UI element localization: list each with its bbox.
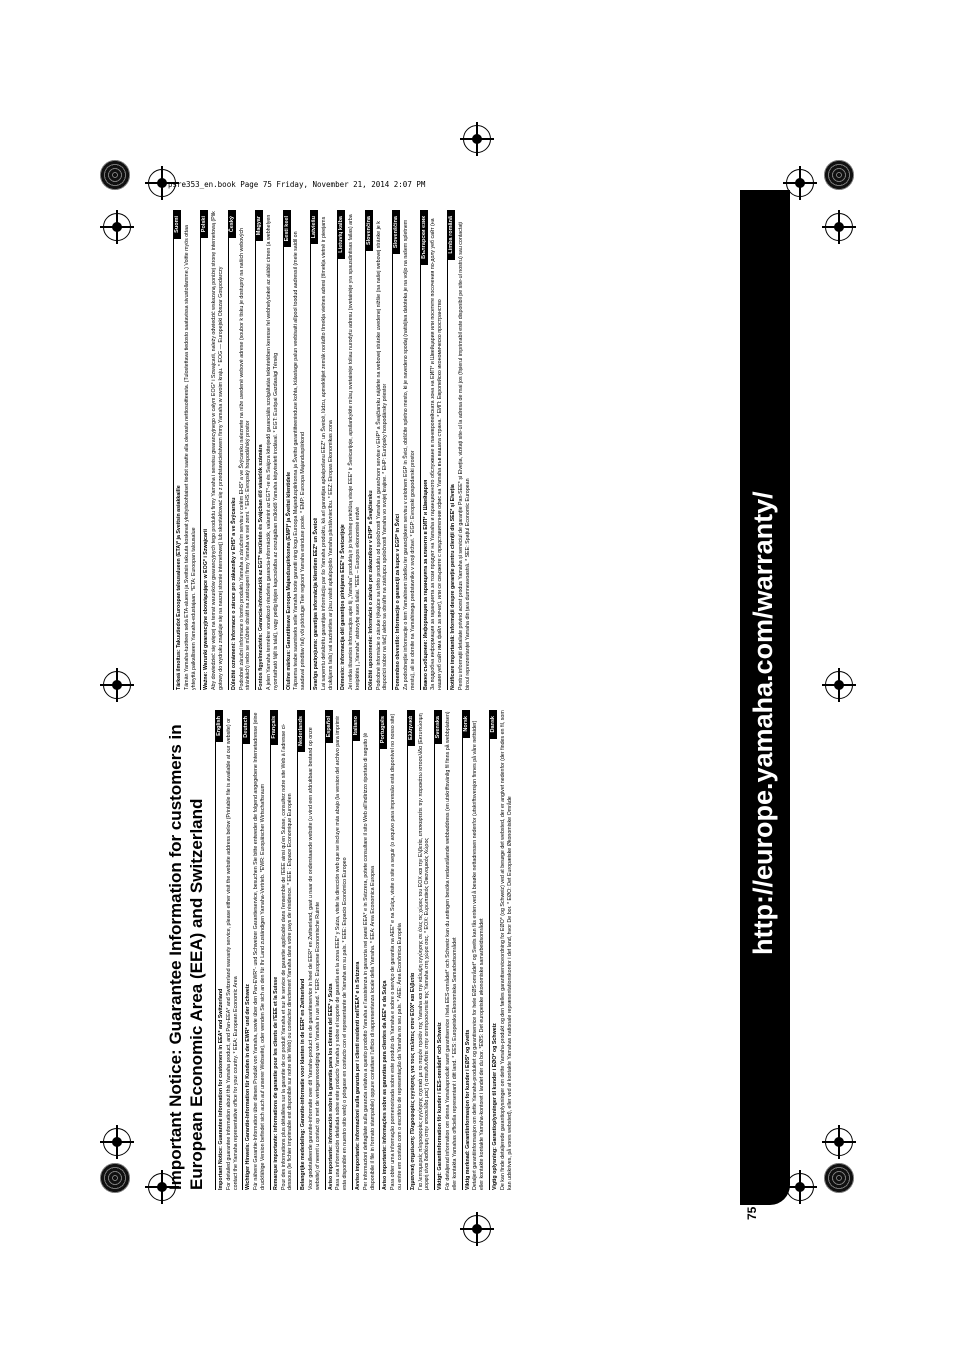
notice-section <box>310 210 337 690</box>
notice-section <box>255 210 282 690</box>
warranty-url[interactable]: http://europe.yamaha.com/warranty/ <box>748 491 778 955</box>
page-number: 75 <box>745 1206 759 1220</box>
registration-mark-top-center <box>460 122 494 156</box>
section-title: Aviso importante: información sobre la garantía para los clientes del EEE* y Suiza <box>327 983 334 1190</box>
section-title: Viktig merknad: Garantiinformasjon for kunder i EØS* og Sveits <box>464 1029 471 1190</box>
section-body: Pour des informations plus détaillées sur la garantie de ce produit Yamaha et sur le service de garantie applicable dans l'ensemble de l'EEE ainsi qu'en Suisse, consultez notre site Web à l'adresse ci-dessous (le fichier imprimable est disponible sur notre site Web) ou contactez directement Yamaha dans votre pays de résidence. * EEE : Espace Economique Européen <box>280 723 294 1190</box>
notice-section <box>489 710 516 1190</box>
language-tab: Dansk <box>489 710 497 739</box>
registration-mark-top-left-outer <box>100 210 134 244</box>
registration-mark-bottom-left-outer <box>100 1125 134 1159</box>
section-title: Fontos figyelmeztetés: Garancia-információk az EGT* területén és Svájcban élő vásárlók számára <box>258 444 265 690</box>
language-tab: Ελληνικά <box>407 710 415 746</box>
left-column <box>165 710 516 1190</box>
section-body: Lai saņemtu detalizētu garantijas informāciju par šo Yamaha produktu, kā arī garantijas apkalpošanu EEZ* un Šveicē, lūdzu, apmeklējiet zemāk norādīto tīmekļa vietnes adresi (tīmekļa vietnē ir pieejams drukājams fails) vai sazinieties ar jūsu valsti apkalpojošo Yamaha pārstāvniecību. * EEZ: Eiropas Ekonomikas zona <box>320 216 334 690</box>
section-body: Aby dowiedzieć się więcej na temat warunków gwarancyjnych tego produktu firmy Yamaha i serwisu gwarancyjnego w całym EOG* i Szwajcarii, należy odwiedzić wskazaną poniżej stronę internetową (Plik gotowy do wydruku znajduje się na naszej stronie internetowej) lub skontaktować się z przedstawicielstwem firmy Yamaha w swoim kraju. * EOG — Europejski Obszar Gospodarczy <box>211 211 224 690</box>
section-body: Para una información detallada sobre este producto Yamaha y sobre el soporte de garantía en la zona EEE* y Suiza, visite la dirección web que se incluye más abajo (la version del archivo para imprimir esta disponible en nuestro sitio web) o póngase en contacto con el representante de Yamaha en su país. * EEE: Espacio Económico Europeo <box>335 715 349 1190</box>
right-column <box>165 210 474 690</box>
registration-mark-right-middle <box>822 668 856 702</box>
language-tab: Slovenščina <box>392 210 400 254</box>
section-body: A jelen Yamaha termékre vonatkozó részletes garancia-információk, valamint az EGT*-re és Svájcra kiterjedő garanciális szolgáltatás tekintetében keresse fel webhelyünket az alábbi címen (a webhelyen nyomtatható fájlt is talál), vagy pedig lépjen kapcsolatba az országában működő Yamaha képviseleti irodával. * EGT: Európai Gazdasági Térség <box>265 214 279 690</box>
section-body: Täpsema teabe saamiseks selle Yamaha toote garantii ning kogu Euroopa Majanduspiirkonna ja Šveitsi garantiiteeninduse kohta, külastage palun veebisaiti allpool toodud aadressil (meie saidil on saadaval prinditav fail) või pöörduge Teie regiooni Yamaha esinduse poole. * EMP: Euroopa Majanduspiirkond <box>293 231 307 690</box>
language-tab: Italiano <box>352 710 360 741</box>
language-tab: Български език <box>420 210 428 265</box>
language-tab: Eesti keel <box>283 210 291 247</box>
section-title: Avviso importante: informazioni sulla garanzia per i clienti residenti nell'EEA* e in Svizzera <box>354 961 361 1190</box>
color-disc-bottom-left <box>100 1163 130 1193</box>
section-body: Per informazioni dettagliate sulla garanzia relativa a questo prodotto Yamaha e l'assistenza in garanzia nei paesi EEA* e in Svizzera, potete consultare il sito Web all'indirizzo riportato di seguito (è disponibile il file in formato stampabile) oppure contattare l'ufficio di rappresentanza locale della Yamaha. * EEA: Area Economica Europea <box>362 732 376 1190</box>
color-disc-top-right <box>824 160 854 190</box>
section-title: Dėmesio: informacija dėl garantijos pirkėjams EEE* ir Šveicarijoje <box>340 524 347 690</box>
registration-mark-top-right-outer <box>822 210 856 244</box>
section-body: Pentru informații detaliate privind acest produs Yamaha și serviciul de garanție Pan-SEE* și Elveția, vizitați site-ul la adresa de mai jos (fișierul imprimabil este disponibil pe site-ul nostru) sau contactați biroul reprezentanței Yamaha din țara dumneavoastră. * SEE: Spațiul Economic European <box>457 222 471 690</box>
notice-section <box>365 210 392 690</box>
left-sections <box>215 710 516 1190</box>
notice-section <box>420 210 447 690</box>
notice-section <box>379 710 406 1190</box>
section-title: Oluline märkus: Garantiiteave Euroopa Majanduspiirkonna (EMP)* ja Šveitsi klientidele <box>285 471 292 690</box>
section-title: Notificare importantă: Informații despre garanție pentru clienții din SEE* și Elveția <box>449 484 456 690</box>
section-title: Pomembno obvestilo: Informacije o garanciji za kupce v EGP* in Švici <box>395 513 402 690</box>
notice-section <box>407 710 434 1190</box>
book-header-line: psre353_en.book Page 75 Friday, November 21, 2014 2:07 PM <box>168 180 426 189</box>
notice-section <box>434 710 461 1190</box>
notice-section <box>173 210 200 690</box>
language-tab: Deutsch <box>242 710 250 744</box>
language-tab: Norsk <box>462 710 470 738</box>
notice-section <box>352 710 379 1190</box>
notice-section <box>337 210 364 690</box>
section-title: Tärkeä ilmoitus: Takuutiedot Euroopan talousalueen (ETA)* ja Sveitsin asiakkaille <box>176 485 182 690</box>
section-title: Dôležité upozornenie: Informácie o záruke pre zákazníkov v EHP* a Švajčiarsku <box>367 490 374 690</box>
section-body: Za podrobnejše informacije o tem Yamahinem izdelku ter garancijskem servisu v celotnem EGP in Švici, obiščite spletno mesto, ki je navedeno spodaj (natisljiva datoteka je na voljo na našem spletnem mestu), ali se obrnite na Yamahinega predstavnika v svoji državi. * EGP: Evropski gospodarski prostor <box>402 219 416 690</box>
notice-section <box>270 710 297 1190</box>
section-title: Remarque importante: informations de garantie pour les clients de l'EEE et la Suisse <box>272 976 279 1190</box>
section-title: Aviso importante: informações sobre as garantias para clientes da AEE* e da Suíça <box>382 980 389 1190</box>
notice-section <box>297 710 324 1190</box>
section-body: For detailed guarantee information about this Yamaha product, and Pan-EEA* and Switzerland warranty service, please either visit the website address below (Printable file is available at our website) or contact the Yamaha representative office for your country. * EEA: European Economic Area <box>225 718 239 1190</box>
language-tab: Lietuvių kalba <box>337 210 345 259</box>
section-title: Viktigt: Garantiinformation för kunder i EES-området* och Schweiz <box>437 1022 444 1190</box>
section-title: Svarīgs paziņojums: garantijas informācija klientiem EEZ* un Šveicē <box>312 517 319 690</box>
section-title: Vigtig oplysning: Garantioplysninger til kunder i EØO* og Schweiz <box>491 1023 498 1190</box>
language-tab: Svenska <box>434 710 442 744</box>
section-body: Για λεπτομερείς πληροφορίες εγγύησης σχετικά με το παρόν προϊόν της Yamaha και την κάλυψη εγγύησης σε όλες τις χώρες του ΕΟΧ και την Ελβετία, επισκεφτείτε την παρακάτω ιστοσελίδα (Εκτυπώσιμη μορφή είναι διαθέσιμη στην ιστοσελίδα μας) ή απευθυνθείτε στην αντιπροσωπεία της Yamaha στη χώρα σας. * ΕΟΧ: Ευρωπαϊκός Οικονομικός Χώρος <box>417 713 431 1190</box>
section-title: Important Notice: Guarantee information for customers in EEA* and Switzerland <box>218 988 224 1190</box>
language-tab: Latviešu <box>310 210 318 244</box>
section-body: Podrobné informácie o záruke týkajúce sa tohto produktu od spoločnosti Yamaha a garančnom servise v EHP* a Švajčiarsku nájdete na webovej stránke uvedenej nižšie (na našej webovej stránke je k dispozícii súbor na tlač) alebo sa obráťte na zástupcu spoločnosti Yamaha vo svojej krajine. * EHP: Európsky hospodársky priestor <box>375 221 389 690</box>
section-body: Detaljert garantiinformasjon om dette Yamaha-produktet og garantiservice for hele EØS-området* og Sveits kan fås enten ved å besøke nettadressen nedenfor (utskriftsversjon finnes på våre nettsider) eller kontakte kontakte Yamaha-kontoret i landet der du bor. *EØS: Det europeiske økonomiske samarbeidsområdet <box>472 720 486 1190</box>
section-title: Важно съобщение: Информация за гаранцията за клиенти в ЕИП* и Швейцария <box>422 479 429 690</box>
notice-section <box>242 710 269 1190</box>
section-body: Für nähere Garantie-Information über dieses Produkt von Yamaha, sowie über den Pan-EWR*- und Schweizer Garantieservice, besuchen Sie bitte entweder die folgend angegebene Internetadresse (eine druckfähige Version befindet sich auch auf unserer Webseite), oder wenden Sie sich an den für Ihr Land zuständigen Yamaha-Vertrieb. *EWR: Europäischer Wirtschaftsraum <box>253 712 266 1190</box>
section-title: Belangrijke mededeling: Garantie-informatie voor klanten in de EER* en Zwitserland <box>300 978 307 1190</box>
notice-section <box>462 710 489 1190</box>
section-body: Podrobné záruční informace o tomto produktu Yamaha a záručním servisu v celém EHS* a ve Švýcarsku naleznete na níže uvedené webové adrese (soubor k tisku je dostupný na našich webových stránkách) nebo se můžete obrátit na zastoupení firmy Yamaha ve své zemi. * EHS: Evropský hospodářský prostor <box>238 227 252 690</box>
language-tab: Español <box>325 710 333 743</box>
section-body: Voor gedetailleerde garantie-informatie over dit Yamaha-product en de garantieservice in heel de EER* en Zwitserland, gaat u naar de onderstaande website (u vind een afdrukbaar bestand op onze website) of neemt u contact op met de vertegenwoordiging van Yamaha in uw land. * EER: Europese Economische Ruimte <box>307 727 321 1190</box>
section-body: Tämän Yamaha-tuotteen sekä ETA-alueen ja Sveitsin takuuta koskevat yksityiskohtaiset tiedot saatte alla olevasta nettiosoitteesta. (Tulostettava tiedosto saatavissa sivustollamme.) Voitte myös ottaa yhteyttä paikalliseen Yamaha-edustajaan. *ETA: Euroopan talousalue <box>183 225 197 690</box>
language-tab: Nederlands <box>297 710 305 752</box>
language-tab: Limba română <box>447 210 455 260</box>
language-tab: Polski <box>200 210 208 238</box>
notice-section <box>447 210 474 690</box>
section-title: Důležité oznámení: Informace o záruce pro zákazníky v EHS* a ve Švýcarsku <box>230 497 237 690</box>
section-body: Para obter uma informação pormenorizada sobre este produto da Yamaha e sobre o serviço de garantia na AEE* e na Suíça, visite o site a seguir (o arquivo para impressão está disponível no nosso site) ou entre em contato com o escritório de representação da Yamaha no seu país. * AEE: Área Econômica Européia <box>390 713 403 1190</box>
section-title: Ważne: Warunki gwarancyjne obowiązujące w EOG* i Szwajcarii <box>203 529 210 690</box>
section-body: För detaljerad information om denna Yamahaprodukt samt garantiservice i hela EES-området* och Schweiz kan du antingen besöka nedanstående webbaddress (en utskriftsvänlig fil finns på webbplatsen) eller kontakta Yamahas officiella representant i ditt land. * EES: Europeiska Ekonomiska Samarbetsområdet <box>444 711 458 1190</box>
url-label: URL_4 <box>747 1168 754 1190</box>
notice-section <box>200 210 227 690</box>
notice-section <box>325 710 352 1190</box>
language-tab: Suomi <box>173 210 181 239</box>
section-title: Σημαντική σημείωση: Πληροφορίες εγγύησης για τους πελάτες στον ΕΟΧ* και Ελβετία <box>409 972 416 1190</box>
language-tab: Český <box>228 210 236 238</box>
notice-section <box>228 210 255 690</box>
notice-section <box>283 210 310 690</box>
registration-mark-left-middle <box>100 668 134 702</box>
color-disc-bottom-right <box>824 1163 854 1193</box>
section-body: За подробна информация за гаранцията за този продукт на Yamaha и гаранционното обслужване в паневропейската зона на ЕИП* и Швейцария или посетете посочения по-долу уеб сайт (на нашия уеб сайт има файл за печат), или се свържете с представителния офис на Yamaha във вашата страна. * ЕИП: Европейско икономическо пространство <box>430 218 444 690</box>
notice-section <box>392 210 419 690</box>
rotated-page-content <box>165 190 815 1220</box>
url-banner <box>740 190 790 1205</box>
page-title: Important Notice: Guarantee Information for customers in European Economic Area (EEA) and Switzerland <box>166 724 206 1190</box>
language-tab: Slovenčina <box>365 210 373 251</box>
right-sections <box>173 210 474 690</box>
section-title: Wichtiger Hinweis: Garantie-Information für Kunden in der EWR* und der Schweiz <box>245 984 252 1190</box>
language-tab: English <box>215 710 223 742</box>
section-body: De kan finde detaljerede garantioplysninger om dette Yamaha-produkt og den fælles garantiserviceordning for EØO* (og Schweiz) ved at besøge det websted, der er angivet nedenfor (der findes en fil, som kan udskrives, på vores websted), eller ved at kontakte Yamahas nationale repræsentationskontor i det land, hvor De bor. * EØO: Det Europæiske Økonomiske Område <box>499 710 513 1190</box>
language-tab: Português <box>379 710 387 749</box>
notice-section <box>215 710 242 1190</box>
registration-mark-bottom-center <box>460 1212 494 1246</box>
language-tab: Magyar <box>255 210 263 241</box>
color-disc-top-left <box>100 160 130 190</box>
registration-mark-bottom-right-outer <box>822 1125 856 1159</box>
section-body: Jei reikia išsamios informacijos apie šį „Yamaha“ produktą ir jo techninę priežiūrą visoje EEE* ir Šveicarijoje, apsilankykite mūsų svetainėje toliau nurodytu adresu (svetainėje yra spausdintinas failas) arba kreipkitės į „Yamaha“ atstovybę savo šaliai. *EEE – Europos ekonominė erdvė <box>348 214 361 690</box>
language-tab: Français <box>270 710 278 745</box>
